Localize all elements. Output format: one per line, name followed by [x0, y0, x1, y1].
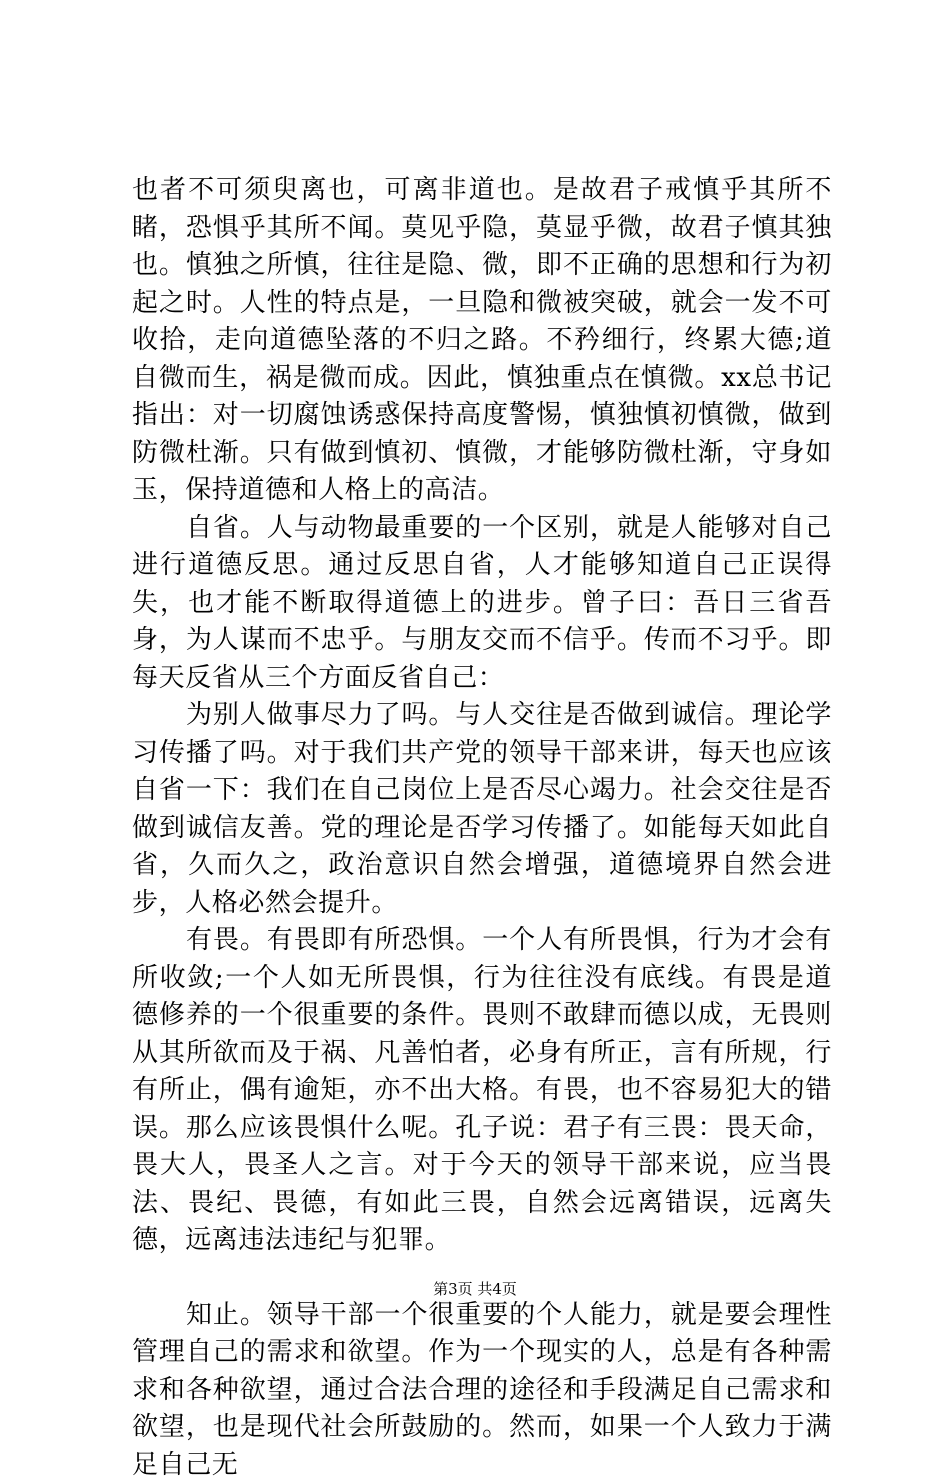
page-number-footer: 第3页 共4页 — [0, 1278, 950, 1299]
paragraph-5: 知止。领导干部一个很重要的个人能力，就是要会理性管理自己的需求和欲望。作为一个现实的人，总是有各种需求和各种欲望，通过合法合理的途径和手段满足自己需求和欲望，也是现代社会所鼓励的。然而，如果一个人致力于满足自己无 — [132, 1297, 832, 1484]
paragraph-4: 有畏。有畏即有所恐惧。一个人有所畏惧，行为才会有所收敛;一个人如无所畏惧，行为往往没有底线。有畏是道德修养的一个很重要的条件。畏则不敢肆而德以成，无畏则从其所欲而及于祸、凡善怕者，必身有所正，言有所规，行有所止，偶有逾矩，亦不出大格。有畏，也不容易犯大的错误。那么应该畏惧什么呢。孔子说：君子有三畏：畏天命，畏大人，畏圣人之言。对于今天的领导干部来说，应当畏法、畏纪、畏德，有如此三畏，自然会远离错误，远离失德，远离违法违纪与犯罪。 — [132, 922, 832, 1260]
paragraph-2: 自省。人与动物最重要的一个区别，就是人能够对自己进行道德反思。通过反思自省，人才能够知道自己正误得失，也才能不断取得道德上的进步。曾子曰：吾日三省吾身，为人谋而不忠乎。与朋友交而不信乎。传而不习乎。即每天反省从三个方面反省自己： — [132, 510, 832, 698]
paragraph-1: 也者不可须臾离也，可离非道也。是故君子戒慎乎其所不睹，恐惧乎其所不闻。莫见乎隐，莫显乎微，故君子慎其独也。慎独之所慎，往往是隐、微，即不正确的思想和行为初起之时。人性的特点是，一旦隐和微被突破，就会一发不可收拾，走向道德坠落的不归之路。不矜细行，终累大德;道自微而生，祸是微而成。因此，慎独重点在慎微。xx总书记指出：对一切腐蚀诱惑保持高度警惕，慎独慎初慎微，做到防微杜渐。只有做到慎初、慎微，才能够防微杜渐，守身如玉，保持道德和人格上的高洁。 — [132, 172, 832, 510]
paragraph-3: 为别人做事尽力了吗。与人交往是否做到诚信。理论学习传播了吗。对于我们共产党的领导干部来讲，每天也应该自省一下：我们在自己岗位上是否尽心竭力。社会交往是否做到诚信友善。党的理论是否学习传播了。如能每天如此自省，久而久之，政治意识自然会增强，道德境界自然会进步，人格必然会提升。 — [132, 697, 832, 922]
